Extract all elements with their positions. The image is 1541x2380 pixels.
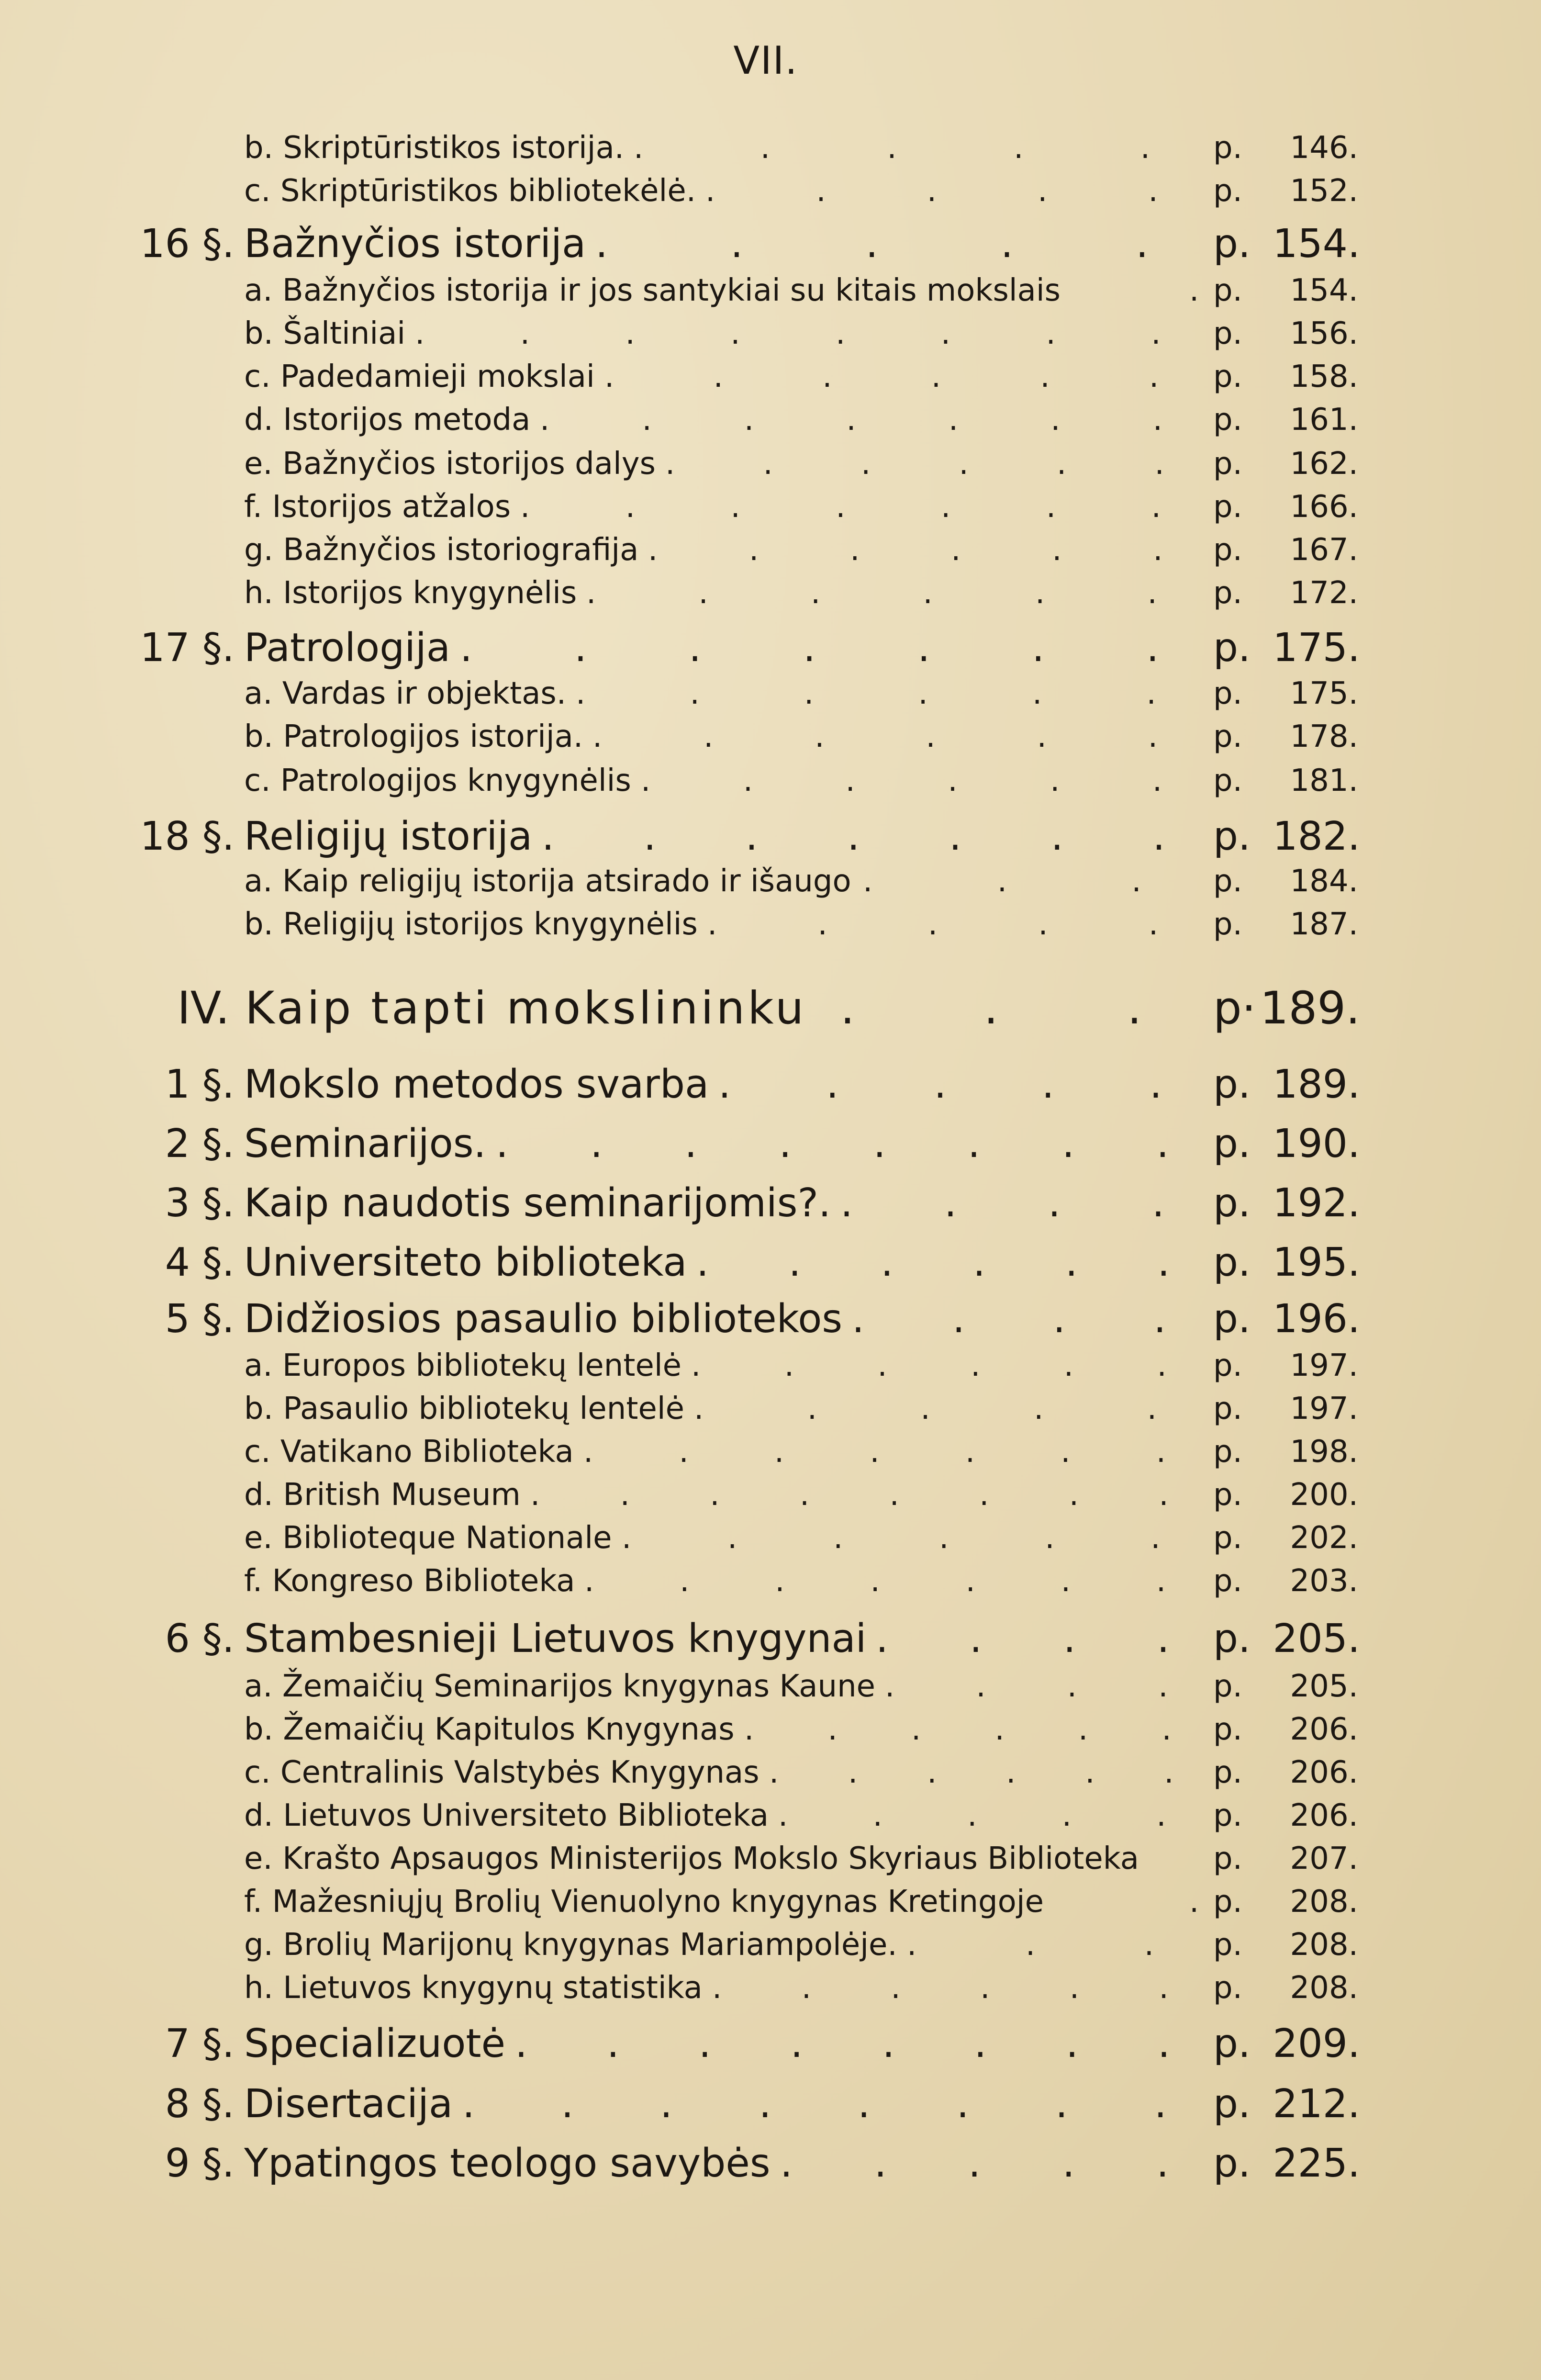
page-abbrev: p.: [1213, 1884, 1242, 1920]
entry-title: c. Centralinis Valstybės Knygynas: [244, 1755, 759, 1790]
dot-leader: .: [1189, 273, 1199, 308]
page-abbrev: p.: [1213, 489, 1242, 525]
dot-leader: . . .: [863, 864, 1199, 899]
page-abbrev: p.: [1213, 625, 1251, 671]
page-abbrev: p.: [1213, 1755, 1242, 1790]
page-number: 161.: [1290, 402, 1358, 438]
page-number: 175.: [1273, 625, 1360, 671]
page-number: 189.: [1260, 982, 1360, 1034]
page-number: 195.: [1273, 1240, 1360, 1285]
page-number: 202.: [1290, 1520, 1358, 1556]
entry-number: 2 §.: [165, 1121, 234, 1167]
dot-leader: . . . . . . .: [540, 402, 1204, 438]
entry-title: c. Padedamieji mokslai: [244, 359, 595, 394]
page-abbrev: p.: [1213, 359, 1242, 394]
page-abbrev: p.: [1213, 719, 1242, 754]
entry-title: b. Religijų istorijos knygynėlis: [244, 907, 698, 942]
entry-title: Patrologija: [244, 625, 451, 671]
dot-leader: . . . . . .: [648, 532, 1204, 568]
page-number: 203.: [1290, 1563, 1358, 1599]
page-abbrev: p.: [1213, 907, 1242, 942]
page-abbrev: p.: [1213, 1121, 1251, 1167]
page-abbrev: p.: [1213, 1616, 1251, 1662]
entry-title: a. Žemaičių Seminarijos knygynas Kaune: [244, 1669, 875, 1704]
page-number: 152.: [1290, 173, 1358, 209]
dot-leader: . . . .: [852, 1296, 1204, 1342]
dot-leader: . . . . . . . .: [496, 1121, 1204, 1167]
page-abbrev: p.: [1213, 1927, 1242, 1963]
page-number: 189.: [1273, 1062, 1360, 1107]
page-number: 212.: [1273, 2081, 1360, 2127]
dot-leader: .: [1189, 1884, 1199, 1920]
entry-number: 16 §.: [140, 221, 234, 267]
page-number: 198.: [1290, 1434, 1358, 1470]
dot-leader: . . . . . .: [586, 575, 1204, 611]
entry-title: h. Lietuvos knygynų statistika: [244, 1970, 703, 2006]
page-number: 156.: [1290, 316, 1358, 351]
page-number: 192.: [1273, 1180, 1360, 1226]
entry-number: 9 §.: [165, 2141, 234, 2186]
entry-number: IV.: [177, 982, 230, 1034]
entry-title: g. Bažnyčios istoriografija: [244, 532, 639, 568]
page-abbrev: p.: [1213, 676, 1242, 711]
entry-title: e. Krašto Apsaugos Ministerijos Mokslo Skyriaus Biblioteka: [244, 1841, 1139, 1876]
dot-leader: . . . . . .: [622, 1520, 1204, 1556]
page-abbrev: p.: [1213, 1240, 1251, 1285]
page-abbrev: p.: [1213, 1798, 1242, 1833]
dot-leader: . . . . .: [778, 1798, 1204, 1833]
page-number: 190.: [1273, 1121, 1360, 1167]
dot-leader: . . . . . .: [641, 763, 1204, 798]
page-abbrev: p.: [1213, 1970, 1242, 2006]
dot-leader: . . . . . .: [712, 1970, 1204, 2006]
entry-title: e. Bažnyčios istorijos dalys: [244, 446, 656, 482]
page-number-header: VII.: [733, 38, 798, 83]
page-number: 175.: [1290, 676, 1358, 711]
entry-title: a. Kaip religijų istorija atsirado ir išaugo: [244, 864, 851, 899]
page-abbrev: p.: [1213, 402, 1242, 438]
entry-title: c. Patrologijos knygynėlis: [244, 763, 631, 798]
page-number: 158.: [1290, 359, 1358, 394]
page-abbrev: p.: [1213, 273, 1242, 308]
entry-number: 17 §.: [140, 625, 234, 671]
dot-leader: . . . . .: [705, 173, 1204, 209]
entry-title: b. Skriptūristikos istorija.: [244, 130, 625, 166]
dot-leader: . . . . . . . .: [415, 316, 1204, 351]
dot-leader: . . . . . . .: [583, 1434, 1204, 1470]
entry-number: 18 §.: [140, 814, 234, 859]
page-abbrev: p.: [1213, 173, 1242, 209]
page-number: 166.: [1290, 489, 1358, 525]
entry-title: b. Šaltiniai: [244, 316, 406, 351]
page-abbrev: p.: [1213, 221, 1251, 267]
entry-title: a. Bažnyčios istorija ir jos santykiai su kitais mokslais: [244, 273, 1061, 308]
entry-number: 4 §.: [165, 1240, 234, 1285]
entry-title: h. Istorijos knygynėlis: [244, 575, 577, 611]
page-abbrev: p.: [1213, 446, 1242, 482]
entry-title: f. Kongreso Biblioteka: [244, 1563, 575, 1599]
dot-leader: . . . . . .: [769, 1755, 1204, 1790]
page-number: 206.: [1290, 1755, 1358, 1790]
page-number: 208.: [1290, 1884, 1358, 1920]
page-number: 154.: [1273, 221, 1360, 267]
entry-title: g. Brolių Marijonų knygynas Mariampolėje.: [244, 1927, 897, 1963]
page-abbrev: p.: [1213, 763, 1242, 798]
dot-leader: . . . . . .: [665, 446, 1204, 482]
page-number: 197.: [1290, 1391, 1358, 1426]
page-number: 197.: [1290, 1348, 1358, 1383]
entry-title: Disertacija: [244, 2081, 453, 2127]
dot-leader: . . . . . .: [576, 676, 1204, 711]
dot-leader: . . . . . . .: [460, 625, 1204, 671]
page-abbrev: p.: [1213, 1477, 1242, 1513]
entry-title: c. Vatikano Biblioteka: [244, 1434, 574, 1470]
page-number: 207.: [1290, 1841, 1358, 1876]
dot-leader: . . . .: [876, 1616, 1204, 1662]
page-abbrev: p.: [1213, 1062, 1251, 1107]
entry-title: Didžiosios pasaulio bibliotekos: [244, 1296, 843, 1342]
dot-leader: . . . . .: [707, 907, 1204, 942]
page-abbrev: p.: [1213, 2141, 1251, 2186]
page-number: 206.: [1290, 1798, 1358, 1833]
page-abbrev: p.: [1213, 1348, 1242, 1383]
entry-title: Specializuotė: [244, 2021, 506, 2066]
entry-title: f. Istorijos atžalos: [244, 489, 511, 525]
entry-title: Universiteto biblioteka: [244, 1240, 687, 1285]
entry-title: d. Istorijos metoda: [244, 402, 531, 438]
page-abbrev: p·: [1213, 982, 1256, 1034]
page-abbrev: p.: [1213, 814, 1251, 859]
entry-number: 6 §.: [165, 1616, 234, 1662]
dot-leader: . . . . . . . .: [530, 1477, 1204, 1513]
page-number: 196.: [1273, 1296, 1360, 1342]
entry-title: a. Europos bibliotekų lentelė: [244, 1348, 681, 1383]
page-number: 209.: [1273, 2021, 1360, 2066]
page-abbrev: p.: [1213, 864, 1242, 899]
page-number: 206.: [1290, 1712, 1358, 1747]
dot-leader: . . . . . . . .: [515, 2021, 1204, 2066]
dot-leader: . . . . .: [780, 2141, 1204, 2186]
dot-leader: . . .: [840, 982, 1199, 1034]
page-abbrev: p.: [1213, 2081, 1251, 2127]
entry-number: 7 §.: [165, 2021, 234, 2066]
entry-title: Religijų istorija: [244, 814, 533, 859]
page-number: 146.: [1290, 130, 1358, 166]
entry-title: b. Patrologijos istorija.: [244, 719, 583, 754]
entry-title: b. Pasaulio bibliotekų lentelė: [244, 1391, 684, 1426]
page-number: 181.: [1290, 763, 1358, 798]
entry-title: f. Mažesniųjų Brolių Vienuolyno knygynas Kretingoje: [244, 1884, 1044, 1920]
page-abbrev: p.: [1213, 1180, 1251, 1226]
entry-title: d. Lietuvos Universiteto Biblioteka: [244, 1798, 769, 1833]
entry-title: Bažnyčios istorija: [244, 221, 586, 267]
page-number: 172.: [1290, 575, 1358, 611]
page-number: 225.: [1273, 2141, 1360, 2186]
entry-number: 3 §.: [165, 1180, 234, 1226]
page-abbrev: p.: [1213, 1391, 1242, 1426]
page-abbrev: p.: [1213, 1434, 1242, 1470]
entry-number: 5 §.: [165, 1296, 234, 1342]
entry-number: 1 §.: [165, 1062, 234, 1107]
page-abbrev: p.: [1213, 532, 1242, 568]
dot-leader: . . . . . .: [592, 719, 1204, 754]
page-number: 182.: [1273, 814, 1360, 859]
entry-title: Kaip tapti mokslininku: [245, 982, 807, 1034]
page-number: 200.: [1290, 1477, 1358, 1513]
page-abbrev: p.: [1213, 1712, 1242, 1747]
page-abbrev: p.: [1213, 2021, 1251, 2066]
entry-title: b. Žemaičių Kapitulos Knygynas: [244, 1712, 735, 1747]
entry-number: 8 §.: [165, 2081, 234, 2127]
dot-leader: . . . . .: [634, 130, 1204, 166]
dot-leader: . . . . .: [694, 1391, 1204, 1426]
dot-leader: . . . . . .: [691, 1348, 1204, 1383]
dot-leader: . . . . . . .: [520, 489, 1204, 525]
page-number: 162.: [1290, 446, 1358, 482]
page-abbrev: p.: [1213, 1563, 1242, 1599]
entry-title: Mokslo metodos svarba: [244, 1062, 709, 1107]
entry-title: Kaip naudotis seminarijomis?.: [244, 1180, 831, 1226]
dot-leader: . . . . . . .: [584, 1563, 1204, 1599]
page-abbrev: p.: [1213, 316, 1242, 351]
page-abbrev: p.: [1213, 1841, 1242, 1876]
entry-title: d. British Museum: [244, 1477, 521, 1513]
page-abbrev: p.: [1213, 1669, 1242, 1704]
entry-title: c. Skriptūristikos bibliotekėlė.: [244, 173, 696, 209]
dot-leader: . . . . . .: [604, 359, 1204, 394]
dot-leader: . . . . . .: [744, 1712, 1204, 1747]
page-abbrev: p.: [1213, 575, 1242, 611]
page-abbrev: p.: [1213, 1296, 1251, 1342]
page-number: 178.: [1290, 719, 1358, 754]
page-number: 205.: [1290, 1669, 1358, 1704]
page-number: 184.: [1290, 864, 1358, 899]
entry-title: Ypatingos teologo savybės: [244, 2141, 770, 2186]
dot-leader: . . .: [907, 1927, 1204, 1963]
dot-leader: . . . . . . .: [542, 814, 1204, 859]
page-number: 208.: [1290, 1927, 1358, 1963]
page-abbrev: p.: [1213, 130, 1242, 166]
entry-title: a. Vardas ir objektas.: [244, 676, 567, 711]
dot-leader: . . . . .: [718, 1062, 1204, 1107]
page-abbrev: p.: [1213, 1520, 1242, 1556]
page-number: 167.: [1290, 532, 1358, 568]
page-number: 154.: [1290, 273, 1358, 308]
dot-leader: . . . . . . . .: [462, 2081, 1204, 2127]
page-number: 187.: [1290, 907, 1358, 942]
dot-leader: . . . . . .: [696, 1240, 1204, 1285]
entry-title: e. Biblioteque Nationale: [244, 1520, 612, 1556]
entry-title: Seminarijos.: [244, 1121, 486, 1167]
page-number: 205.: [1273, 1616, 1360, 1662]
entry-title: Stambesnieji Lietuvos knygynai: [244, 1616, 867, 1662]
dot-leader: . . . . .: [595, 221, 1204, 267]
dot-leader: . . . .: [840, 1180, 1204, 1226]
page-number: 208.: [1290, 1970, 1358, 2006]
dot-leader: . . . .: [885, 1669, 1204, 1704]
